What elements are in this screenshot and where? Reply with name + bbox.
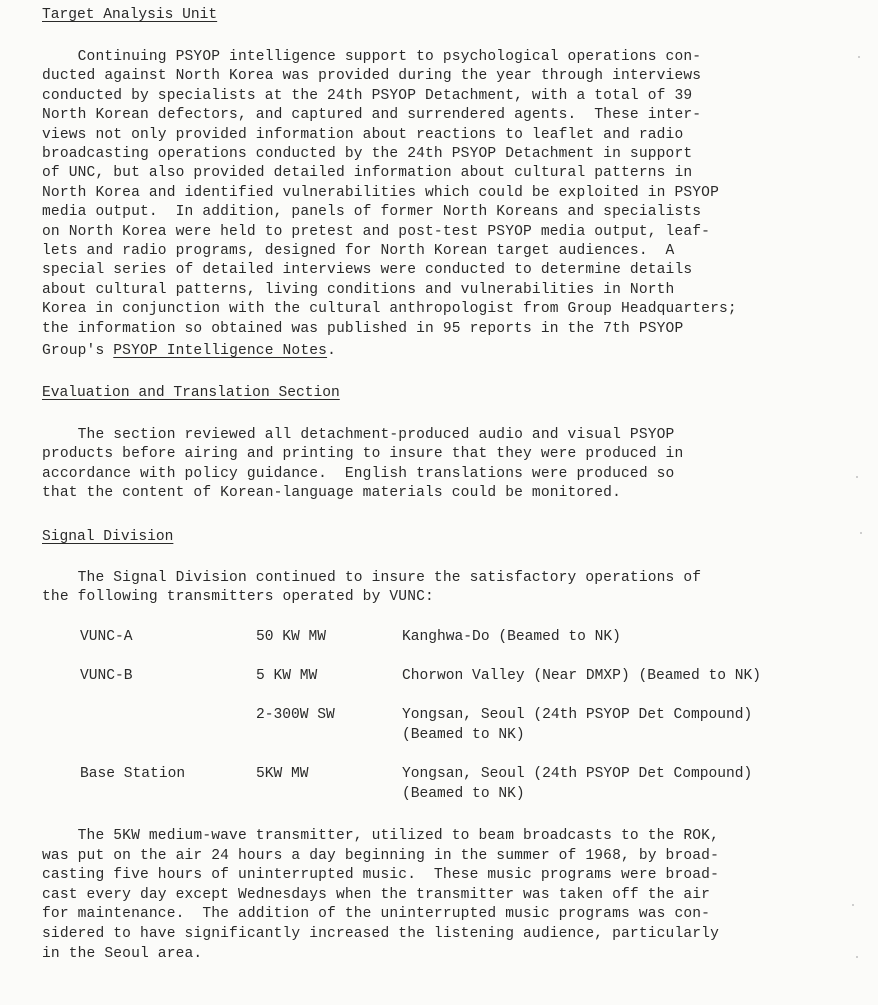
heading-evaluation-translation: Evaluation and Translation Section — [42, 385, 340, 401]
signal-closing-line: in the Seoul area. — [42, 945, 203, 962]
target-analysis-line: ducted against North Korea was provided during the year through interviews — [42, 68, 702, 85]
target-analysis-line: views not only provided information about reactions to leaflet and radio — [42, 126, 684, 143]
target-analysis-line: North Korea and identified vulnerabilities which could be exploited in PSYOP — [42, 184, 719, 201]
scan-speck — [860, 532, 862, 534]
target-analysis-line: about cultural patterns, living conditions and vulnerabilities in North — [42, 281, 675, 298]
transmitter-location-note: (Beamed to NK) — [402, 727, 525, 743]
scan-speck — [856, 956, 858, 958]
scan-speck — [856, 476, 858, 478]
psyop-intelligence-notes-title: PSYOP Intelligence Notes — [113, 343, 328, 359]
target-analysis-line: North Korean defectors, and captured and surrendered agents. These inter- — [42, 107, 702, 124]
signal-closing-line: for maintenance. The addition of the uninterrupted music programs was con- — [42, 906, 711, 923]
transmitter-location-note: (Beamed to NK) — [402, 786, 525, 802]
last-line-prefix: Group's — [42, 343, 114, 359]
target-analysis-line: of UNC, but also provided detailed information about cultural patterns in — [42, 165, 693, 182]
last-line-suffix: . — [327, 343, 336, 359]
target-analysis-line: the information so obtained was published in 95 reports in the 7th PSYOP — [42, 320, 684, 337]
transmitter-power: 5 KW MW — [256, 668, 318, 684]
evaluation-line: products before airing and printing to insure that they were produced in — [42, 446, 684, 463]
target-analysis-line: lets and radio programs, designed for North Korean target audiences. A — [42, 243, 675, 259]
scan-speck — [852, 904, 854, 906]
evaluation-line: accordance with policy guidance. English translations were produced so — [42, 465, 675, 482]
transmitter-location: Chorwon Valley (Near DMXP) (Beamed to NK) — [402, 668, 762, 684]
transmitter-name: Base Station — [80, 766, 186, 782]
heading-target-analysis-unit: Target Analysis Unit — [42, 7, 218, 23]
evaluation-line: The section reviewed all detachment-produced audio and visual PSYOP — [42, 427, 675, 443]
target-analysis-line: media output. In addition, panels of former North Koreans and specialists — [42, 204, 702, 221]
signal-intro-line: The Signal Division continued to insure the satisfactory operations of — [42, 570, 702, 586]
transmitter-name: VUNC-A — [80, 629, 133, 645]
signal-closing-line: cast every day except Wednesdays when the transmitter was taken off the air — [42, 886, 711, 903]
target-analysis-line: broadcasting operations conducted by the 24th PSYOP Detachment in support — [42, 146, 693, 162]
evaluation-line: that the content of Korean-language materials could be monitored. — [42, 485, 621, 502]
transmitter-power: 5KW MW — [256, 766, 309, 782]
transmitter-location: Yongsan, Seoul (24th PSYOP Det Compound) — [402, 766, 753, 782]
target-analysis-line: conducted by specialists at the 24th PSYOP Detachment, with a total of 39 — [42, 87, 693, 104]
signal-closing-line: sidered to have significantly increased the listening audience, particularly — [42, 926, 719, 942]
target-analysis-line: Korea in conjunction with the cultural anthropologist from Group Headquarters; — [42, 301, 737, 318]
target-analysis-line: special series of detailed interviews were conducted to determine details — [42, 262, 693, 279]
signal-closing-line: casting five hours of uninterrupted music. These music programs were broad- — [42, 867, 719, 884]
transmitter-power: 2-300W SW — [256, 707, 335, 723]
transmitter-location: Yongsan, Seoul (24th PSYOP Det Compound) — [402, 707, 753, 723]
transmitter-power: 50 KW MW — [256, 629, 327, 645]
transmitter-name: VUNC-B — [80, 668, 133, 684]
scan-speck — [858, 56, 860, 58]
target-analysis-line: Continuing PSYOP intelligence support to psychological operations con- — [42, 49, 702, 65]
target-analysis-last-line — [42, 342, 336, 361]
target-analysis-line: on North Korea were held to pretest and post-test PSYOP media output, leaf- — [42, 223, 711, 240]
heading-signal-division: Signal Division — [42, 529, 174, 545]
signal-closing-line: was put on the air 24 hours a day beginning in the summer of 1968, by broad- — [42, 847, 719, 864]
signal-closing-line: The 5KW medium-wave transmitter, utilized to beam broadcasts to the ROK, — [42, 828, 719, 844]
transmitter-location: Kanghwa-Do (Beamed to NK) — [402, 629, 621, 645]
signal-intro-line: the following transmitters operated by VUNC: — [42, 589, 434, 606]
